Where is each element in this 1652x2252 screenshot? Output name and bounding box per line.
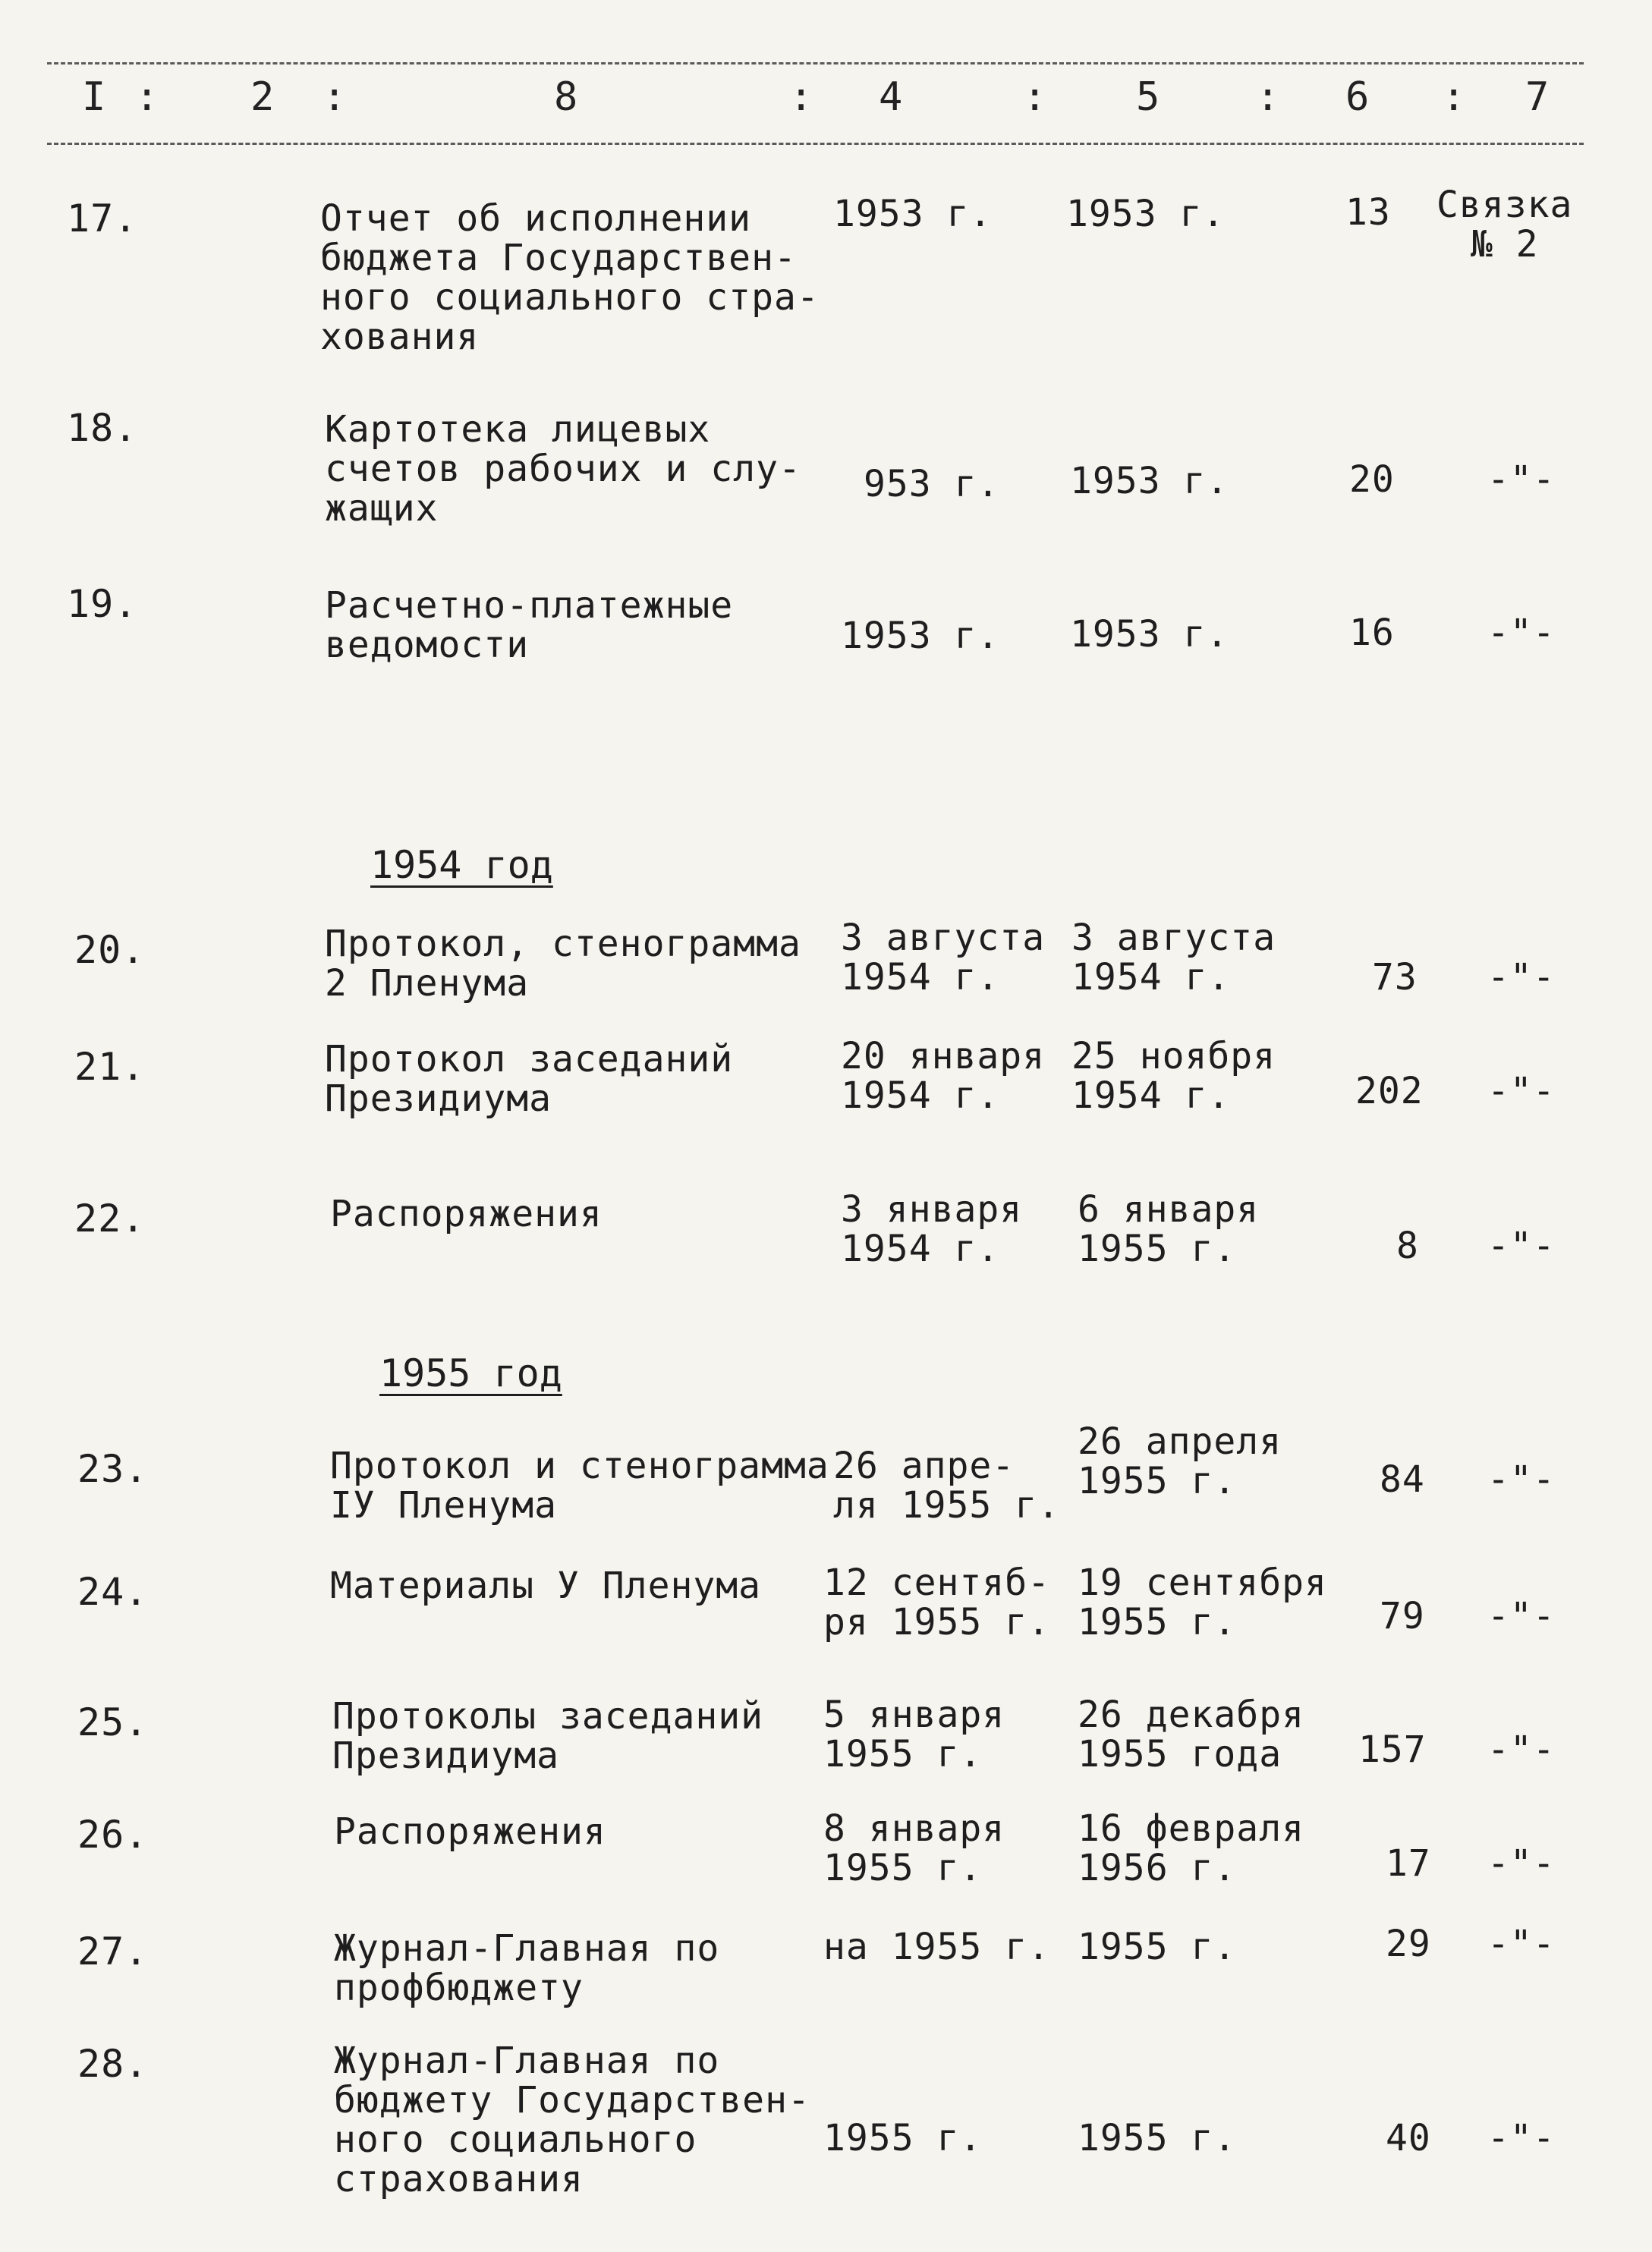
row-note: -"- [1487, 612, 1556, 654]
row-title: Протоколы заседаний Президиума [332, 1695, 764, 1777]
row-end-date: 1953 г. [1066, 193, 1226, 235]
row-sheets: 16 [1349, 612, 1395, 654]
row-start-date: 12 сентяб- ря 1955 г. [823, 1562, 1050, 1643]
header-top-rule [47, 62, 1584, 64]
row-number: 19. [67, 582, 138, 626]
row-number: 28. [77, 2042, 149, 2086]
row-number: 24. [77, 1570, 149, 1614]
row-sheets: 20 [1349, 458, 1395, 501]
row-end-date: 1955 г. [1078, 1926, 1237, 1968]
row-start-date: 1953 г. [841, 615, 1000, 657]
row-sheets: 73 [1372, 956, 1418, 999]
row-note: -"- [1487, 2117, 1556, 2159]
row-title: Отчет об исполнении бюджета Государствен- ного социального стра- хования [320, 197, 820, 358]
header-col-6: 6 [1345, 74, 1370, 120]
header-sep-6: : [1442, 74, 1466, 120]
row-number: 22. [74, 1197, 146, 1241]
row-number: 20. [74, 928, 146, 972]
row-end-date: 26 апреля 1955 г. [1078, 1420, 1282, 1502]
row-number: 25. [77, 1700, 149, 1744]
row-number: 17. [67, 197, 138, 241]
header-bottom-rule [47, 143, 1584, 145]
row-number: 27. [77, 1930, 149, 1974]
row-start-date: 5 января 1955 г. [823, 1694, 1005, 1775]
row-start-date: 3 января 1954 г. [841, 1188, 1023, 1270]
row-title: Расчетно-платежные ведомости [325, 584, 734, 666]
row-start-date: на 1955 г. [823, 1926, 1050, 1968]
row-sheets: 79 [1380, 1595, 1425, 1637]
row-title: Материалы У Пленума [330, 1565, 762, 1607]
row-note: Связка № 2 [1436, 184, 1573, 266]
row-title: Картотека лицевых счетов рабочих и слу- жащих [325, 408, 801, 530]
row-sheets: 13 [1345, 191, 1391, 234]
row-sheets: 29 [1386, 1923, 1431, 1965]
header-sep-3: : [789, 74, 813, 120]
header-sep-5: : [1256, 74, 1280, 120]
row-note: -"- [1487, 1842, 1556, 1885]
row-sheets: 8 [1396, 1225, 1419, 1267]
row-end-date: 19 сентября 1955 г. [1078, 1562, 1327, 1643]
row-number: 26. [77, 1813, 149, 1857]
row-start-date: 1955 г. [823, 2117, 983, 2159]
row-title: Протокол и стенограмма IУ Пленума [330, 1445, 829, 1527]
header-sep-1: : [135, 74, 159, 120]
row-sheets: 84 [1380, 1458, 1425, 1501]
row-number: 23. [77, 1447, 149, 1491]
row-start-date: 20 января 1954 г. [841, 1035, 1046, 1117]
row-end-date: 6 января 1955 г. [1078, 1188, 1260, 1270]
row-start-date: 1953 г. [833, 193, 993, 235]
row-note: -"- [1487, 458, 1556, 501]
row-title: Распоряжения [330, 1193, 603, 1235]
row-start-date: 953 г. [864, 463, 1000, 505]
row-sheets: 17 [1386, 1842, 1431, 1885]
row-note: -"- [1487, 956, 1556, 999]
row-end-date: 3 августа 1954 г. [1071, 917, 1276, 999]
header-col-4: 4 [879, 74, 903, 120]
row-title: Протокол, стенограмма 2 Пленума [325, 923, 801, 1005]
section-heading-1955: 1955 год [379, 1351, 562, 1395]
row-end-date: 25 ноября 1954 г. [1071, 1035, 1276, 1117]
row-note: -"- [1487, 1458, 1556, 1501]
section-heading-1954: 1954 год [370, 843, 553, 887]
row-note: -"- [1487, 1923, 1556, 1965]
row-end-date: 1953 г. [1070, 460, 1229, 502]
header-col-3: 8 [554, 74, 578, 120]
header-col-7: 7 [1525, 74, 1550, 120]
row-title: Протокол заседаний Президиума [325, 1038, 734, 1120]
row-title: Журнал-Главная по бюджету Государствен- ного социального страхования [334, 2040, 810, 2200]
row-note: -"- [1487, 1728, 1556, 1771]
row-number: 18. [67, 406, 138, 450]
header-col-2: 2 [250, 74, 275, 120]
row-title: Распоряжения [334, 1810, 606, 1853]
row-end-date: 16 февраля 1956 г. [1078, 1807, 1304, 1889]
row-note: -"- [1487, 1595, 1556, 1637]
row-end-date: 1953 г. [1070, 613, 1229, 656]
header-sep-4: : [1023, 74, 1047, 120]
row-start-date: 26 апре- ля 1955 г. [833, 1445, 1060, 1527]
row-note: -"- [1487, 1070, 1556, 1112]
row-sheets: 157 [1358, 1728, 1427, 1771]
header-col-5: 5 [1136, 74, 1160, 120]
row-end-date: 26 декабря 1955 года [1078, 1694, 1304, 1775]
header-sep-2: : [323, 74, 347, 120]
row-title: Журнал-Главная по профбюджету [334, 1927, 720, 2009]
row-start-date: 8 января 1955 г. [823, 1807, 1005, 1889]
header-col-1: I [82, 74, 106, 120]
row-end-date: 1955 г. [1078, 2117, 1237, 2159]
row-start-date: 3 августа 1954 г. [841, 917, 1046, 999]
row-sheets: 202 [1355, 1070, 1424, 1112]
row-sheets: 40 [1386, 2117, 1431, 2159]
row-note: -"- [1487, 1225, 1556, 1267]
row-number: 21. [74, 1045, 146, 1089]
